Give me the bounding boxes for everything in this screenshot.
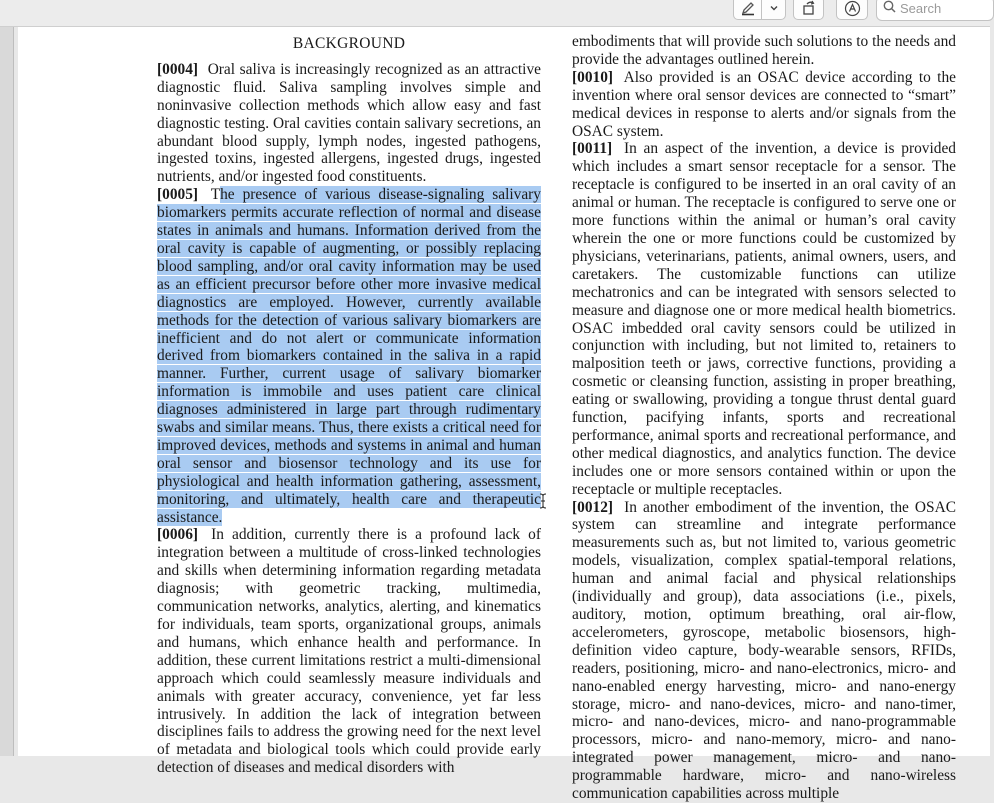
rotate-button[interactable] [793,0,824,20]
left-column [157,35,541,777]
markup-pen-icon [740,0,756,16]
paragraph-0005 [157,186,541,526]
annotate-icon [844,0,861,17]
sidebar-edge [0,27,14,756]
paragraph-number: [0010] [572,68,614,86]
paragraph-text[interactable]: Also provided is an OSAC device according to the invention where oral sensor devices are connected to “smart” medical devices in response to alerts and/or signals from the OSAC system. [572,68,956,140]
paragraph-0011 [572,140,956,498]
paragraph-0006 [157,526,541,777]
paragraph-0004 [157,61,541,186]
paragraph-continued [572,33,956,69]
paragraph-text[interactable]: In addition, currently there is a profound lack of integration between a multitude of cross-linked technologies and skills when determining information regarding metadata diagnosis; with geometric tracking, multimedia, communication networks, analytics, alerting, and kinematics for individuals, team sports, organizational groups, animals and humans, which enhance health and performance. In addition, these current limitations restrict a multi-dimensional approach which could seamlessly measure individuals and animals with greater accuracy, convenience, yet far less intrusively. In addition the lack of integration between disciplines fails to address the growing need for the next level of metadata and biological tools which could provide early detection of diseases and medical disorders with [157,526,541,777]
paragraph-text[interactable]: In another embodiment of the invention, the OSAC system can streamline and integrate performance measurements such as, but not limited to, various geometric models, visualization, complex spatial-temporal relations, human and animal facial and physical relationships (individually and group), data associations (i.e., pixels, auditory, motion, optimum breathing, oral air-flow, accelerometers, gyroscope, metabolic biosensors, high-definition video capture, body-wearable sensors, RFIDs, readers, positioning, micro- and nano-electronics, micro- and nano-enabled energy harvesting, micro- and nano-energy storage, micro- and nano-devices, micro- and nano-timer, micro- and nano-devices, micro- and nano-programmable processors, micro- and nano-memory, micro- and nano-integrated power management, micro- and nano-programmable hardware, micro- and nano-wireless communication capabilities across multiple [572,498,956,803]
section-heading: BACKGROUND [292,35,406,52]
right-column [572,33,956,803]
markup-pen-button[interactable] [733,0,762,20]
paragraph-0012 [572,499,956,803]
search-field[interactable] [876,0,994,21]
paragraph-number: [0005] [157,186,199,204]
paragraph-number: [0004] [157,60,199,78]
search-input[interactable] [900,1,984,16]
paragraph-text[interactable]: embodiments that will provide such solutions to the needs and provide the advantages outlined herein. [572,33,956,68]
paragraph-text[interactable]: Oral saliva is increasingly recognized as an attractive diagnostic fluid. Saliva sampling involves simple and noninvasive collection methods which allow easy and fast diagnostic testing. Oral cavities contain salivary secretions, an abundant blood supply, lymph nodes, ingested pathogens, ingested toxins, ingested allergens, ingested drugs, ingested nutrients, and/or ingested food constituents. [157,60,541,186]
chevron-down-icon [769,3,779,13]
annotate-button[interactable] [836,0,868,20]
paragraph-text[interactable]: In an aspect of the invention, a device is provided which includes a smart sensor receptacle for a sensor. The receptacle is configured to be inserted in an oral cavity of an animal or human. The receptacle is configured to serve one or more functions within the animal or human’s oral cavity wherein the one or more functions could be customized by physicians, veterinarians, patients, animal owners, users, and caretakers. The customizable functions can utilize mechatronics and can be integrated with sensors selected to measure and diagnose one or more medical health biometrics. OSAC imbedded oral cavity sensors could be utilized in conjunction with including, but not limited to, retainers to malposition teeth or jaws, corrective functions, providing a cosmetic or cleansing function, assisting in proper breathing, eating or swallowing, providing a tongue thrust dental guard function, pacifying infants, sports and recreational performance, animal sports and recreational performance, and other medical diagnostics, and analytics function. The device includes one or more sensors contained within or upon the receptacle or multiple receptacles. [572,140,956,498]
search-icon [883,0,896,18]
document-page [18,27,990,803]
text-selection-highlight[interactable]: he presence of various disease-signaling salivary biomarkers permits accurate reflection of normal and disease states in animals and humans. Information derived from the oral cavity is capable of augmenting, or possibly replacing blood sampling, and/or oral cavity information may be used as an efficient precursor before other more invasive medical diagnostics are employed. However, currently available methods for the detection of various salivary biomarkers are inefficient and do not alert or communicate information derived from biomarkers contained in the saliva in a rapid manner. Further, current usage of salivary biomarker information is immobile and uses patient care clinical diagnoses administered in large part through rudimentary swabs and similar means. Thus, there exists a critical need for improved devices, methods and systems in animal and human oral sensor and biosensor technology and its use for physiological and health information gathering, assessment, monitoring, and ultimately, health care and therapeutic assistance. [157,186,541,526]
paragraph-number: [0012] [572,498,614,516]
paragraph-number: [0011] [572,140,613,158]
rotate-icon [801,0,817,16]
paragraph-text[interactable]: T [210,186,221,204]
text-cursor-icon [539,493,547,514]
markup-dropdown-button[interactable] [761,0,786,20]
paragraph-number: [0006] [157,526,199,544]
toolbar [0,0,990,27]
paragraph-0010 [572,69,956,141]
